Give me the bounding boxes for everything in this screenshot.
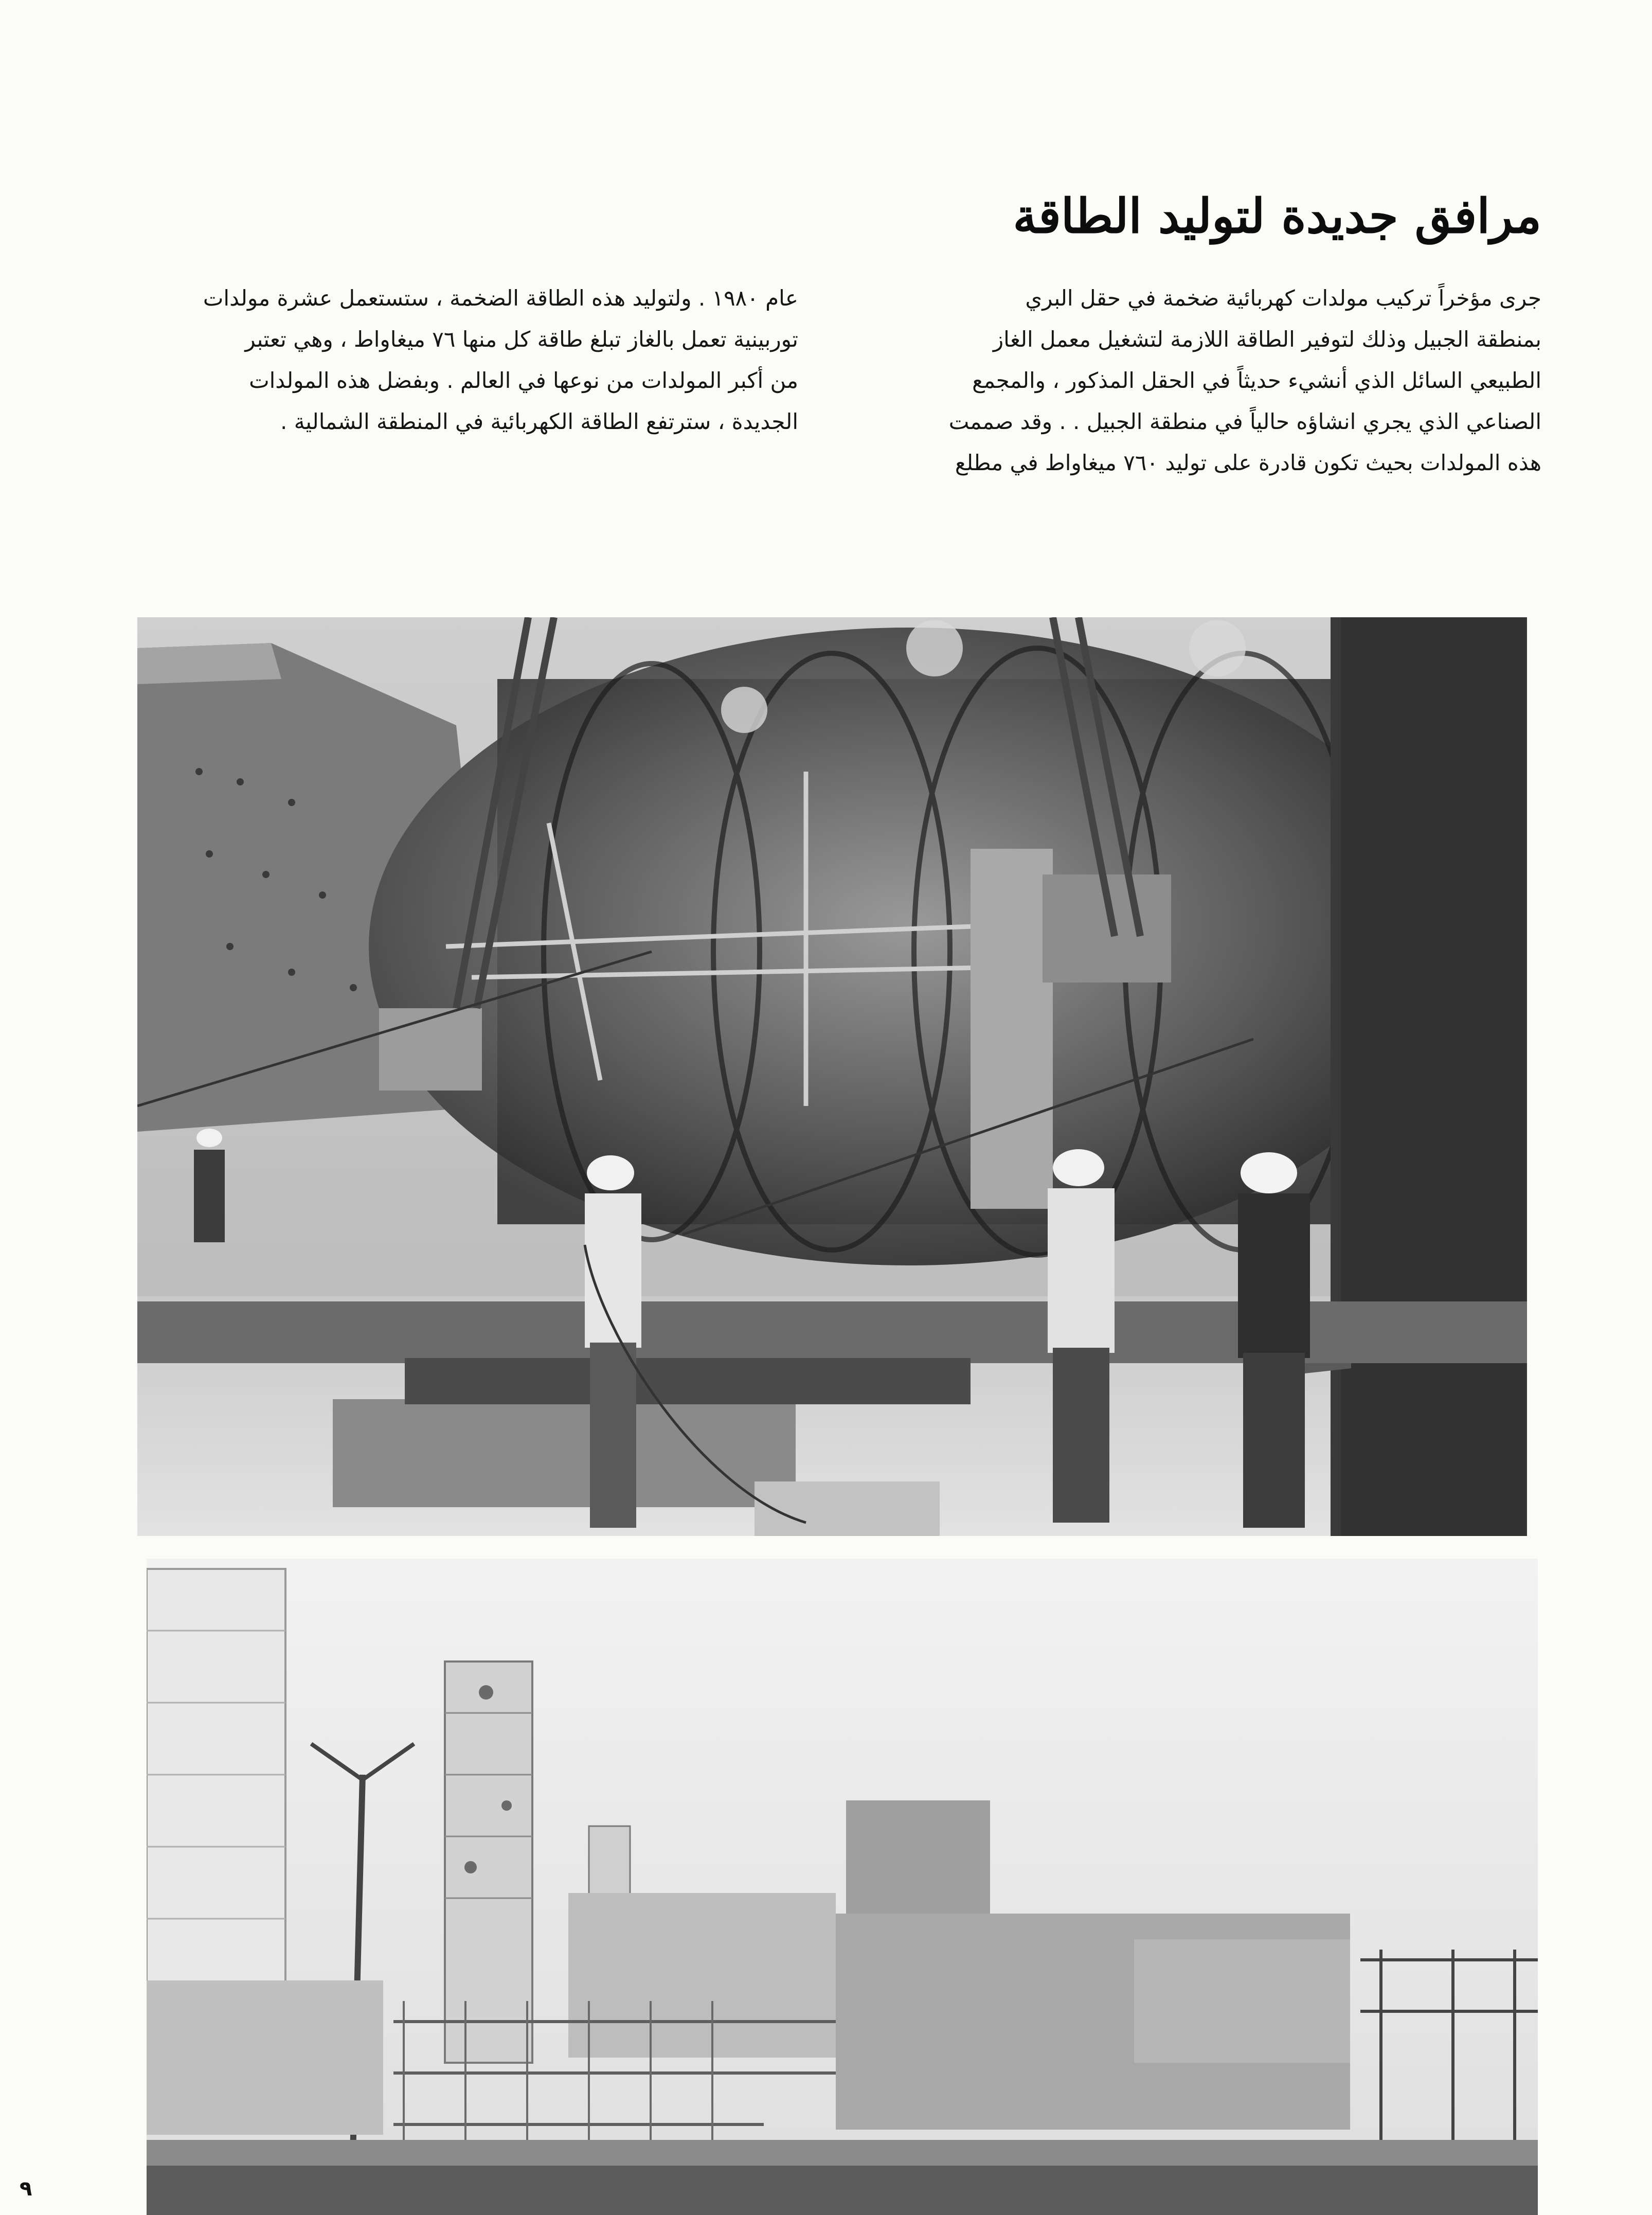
text-line: بمنطقة الجبيل وذلك لتوفير الطاقة اللازمة لتشغيل معمل الغاز (993, 327, 1541, 352)
text-line: من أكبر المولدات من نوعها في العالم . وبفضل هذه المولدات (249, 368, 798, 393)
text-line: عام ١٩٨٠ . ولتوليد هذه الطاقة الضخمة ، ستستعمل عشرة مولدات (203, 285, 798, 311)
text-line: الطبيعي السائل الذي أنشيء حديثاً في الحقل المذكور ، والمجمع (972, 368, 1541, 393)
text-line: توربينية تعمل بالغاز تبلغ طاقة كل منها ٧٦ ميغاواط ، وهي تعتبر (245, 327, 798, 352)
turbine-installation-photo (137, 617, 1527, 1536)
article-column-right (873, 278, 1541, 484)
text-line: الصناعي الذي يجري انشاؤه حالياً في منطقة الجبيل . . وقد صممت (948, 409, 1541, 434)
text-line: الجديدة ، سترتفع الطاقة الكهربائية في المنطقة الشمالية . (280, 409, 798, 434)
article-headline: مرافق جديدة لتوليد الطاقة (1013, 188, 1541, 244)
power-plant-photo (147, 1559, 1538, 2215)
page-number: ٩ (20, 2177, 32, 2201)
text-line: جرى مؤخراً تركيب مولدات كهربائية ضخمة في حقل البري (1025, 285, 1541, 311)
article-column-left (130, 278, 798, 442)
text-line: هذه المولدات بحيث تكون قادرة على توليد ٧٦٠ ميغاواط في مطلع (955, 450, 1541, 475)
